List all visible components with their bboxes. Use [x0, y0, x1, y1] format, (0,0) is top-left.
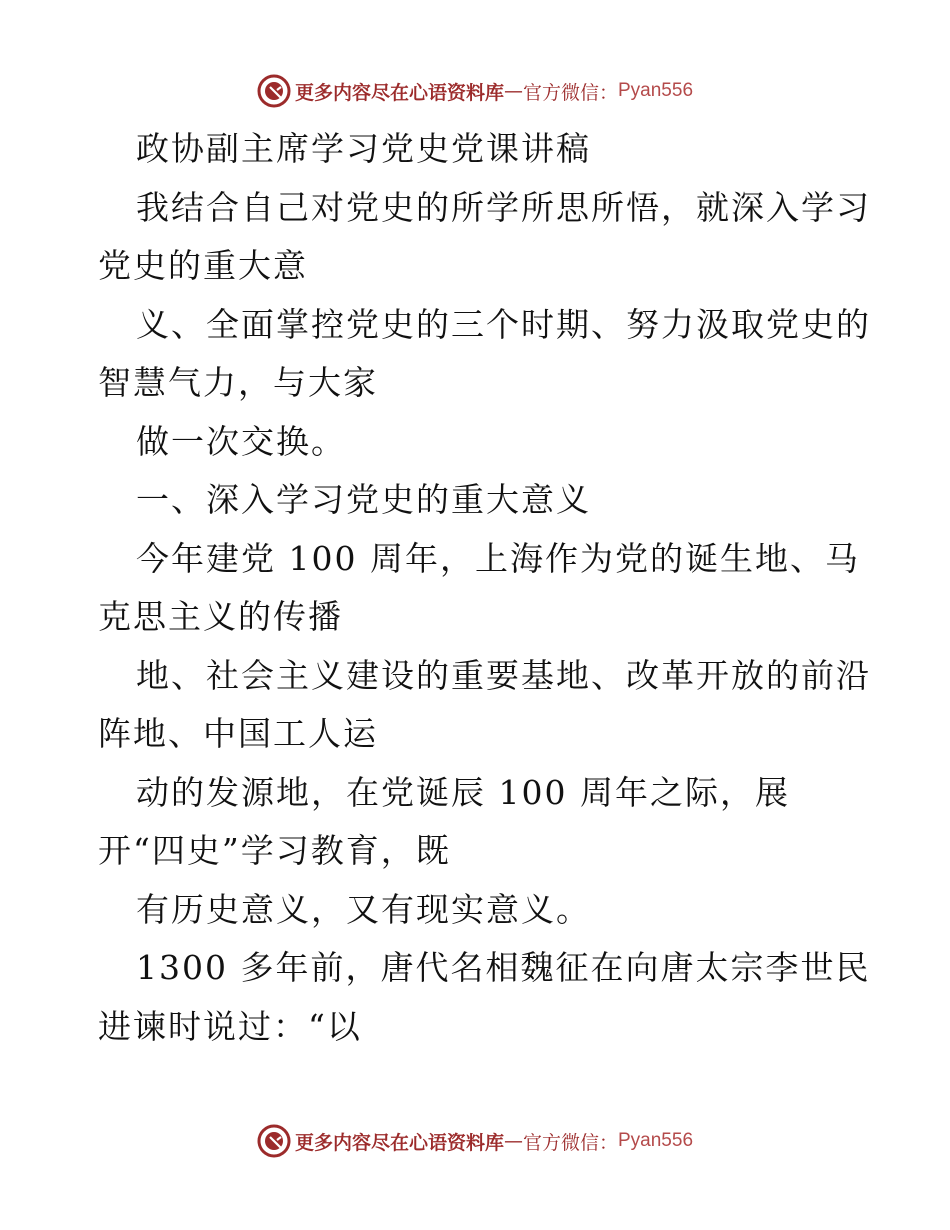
- watermark-dash: —: [503, 1130, 523, 1152]
- text-line: 智慧气力，与大家: [98, 363, 378, 402]
- text-line: 地、社会主义建设的重要基地、改革开放的前沿: [136, 655, 871, 695]
- text-line: 有历史意义，又有现实意义。: [136, 889, 591, 929]
- text-line: 我结合自己对党史的所学所思所悟，就深入学习: [136, 187, 871, 227]
- watermark-sub-text: 官方微信：: [522, 81, 618, 104]
- watermark-account: Pyan556: [618, 1130, 694, 1151]
- watermark-footer: [0, 1124, 950, 1158]
- watermark-header: [0, 74, 950, 108]
- document-title: 政协副主席学习党史党课讲稿: [136, 129, 591, 168]
- text-line: 克思主义的传播: [98, 597, 343, 636]
- document-body: [98, 120, 871, 1056]
- watermark-dash: —: [503, 80, 523, 102]
- text-line: 阵地、中国工人运: [98, 714, 378, 753]
- watermark-main-text: 更多内容尽在心语资料库: [294, 81, 504, 104]
- watermark-sub-text: 官方微信：: [522, 1131, 618, 1154]
- watermark-main-text: 更多内容尽在心语资料库: [294, 1131, 504, 1154]
- seal-logo-icon: [257, 74, 291, 108]
- text-line: 进谏时说过：“以: [98, 1006, 362, 1046]
- text-line: 义、全面掌控党史的三个时期、努力汲取党史的: [136, 304, 871, 344]
- text-line: 动的发源地，在党诞辰 100 周年之际，展: [136, 772, 790, 812]
- seal-logo-icon: [257, 1124, 291, 1158]
- text-line: 党史的重大意: [98, 246, 308, 285]
- watermark-account: Pyan556: [618, 80, 694, 101]
- text-line: 开“四史”学习教育，既: [98, 831, 451, 870]
- text-line: 1300 多年前，唐代名相魏征在向唐太宗李世民: [136, 948, 871, 987]
- text-line: 一、深入学习党史的重大意义: [136, 480, 591, 519]
- text-line: 做一次交换。: [136, 421, 346, 461]
- text-line: 今年建党 100 周年，上海作为党的诞生地、马: [136, 538, 860, 578]
